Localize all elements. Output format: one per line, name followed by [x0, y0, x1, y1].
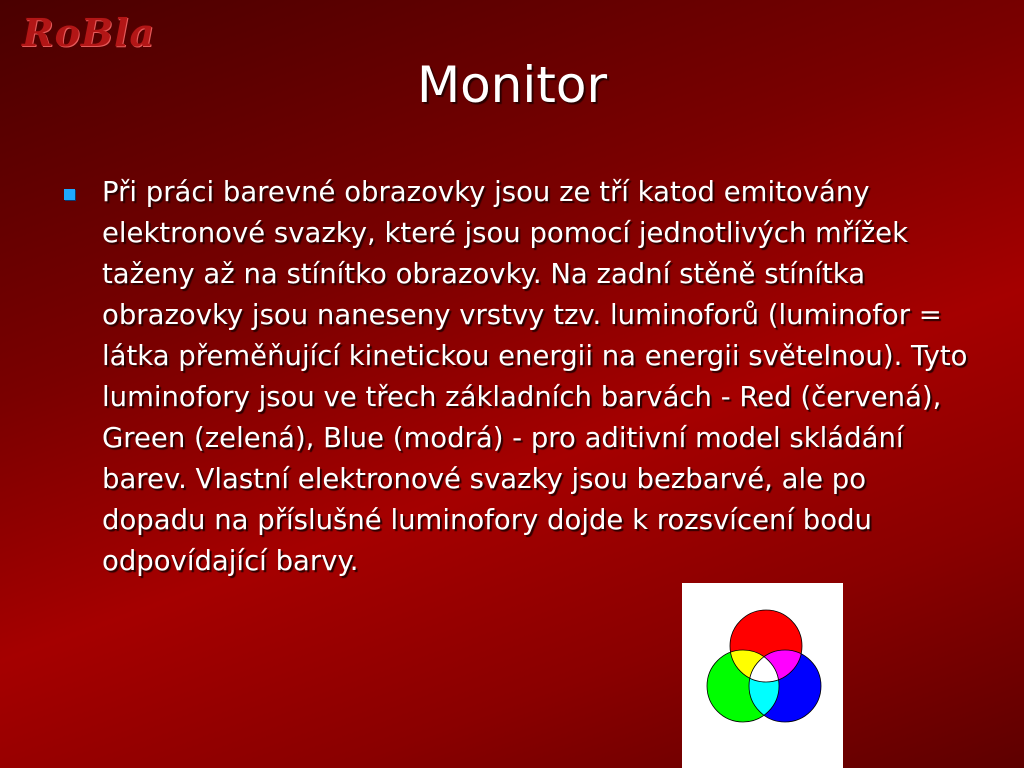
square-bullet-icon [64, 189, 75, 200]
rgb-additive-venn-icon [682, 583, 843, 768]
robla-logo: RoBla [22, 10, 156, 55]
slide-title: Monitor [416, 56, 608, 114]
rgb-venn-image [682, 583, 843, 768]
bullet-item [58, 172, 978, 582]
bullet-list [58, 172, 978, 582]
bullet-text: Při práci barevné obrazovky jsou ze tří katod emitovány elektronové svazky, které jsou pomocí jednotlivých mřížek taženy až na stínítko obrazovky. Na zadní stěně stínítka obrazovky jsou naneseny vrstvy tzv. luminoforů (luminofor = látka přeměňující kinetickou energii na energii světelnou). Tyto luminofory jsou ve třech základních barvách - Red (červená), Green (zelená), Blue (modrá) - pro aditivní model skládání barev. Vlastní elektronové svazky jsou bezbarvé, ale po dopadu na příslušné luminofory dojde k rozsvícení bodu odpovídající barvy. [102, 176, 968, 577]
